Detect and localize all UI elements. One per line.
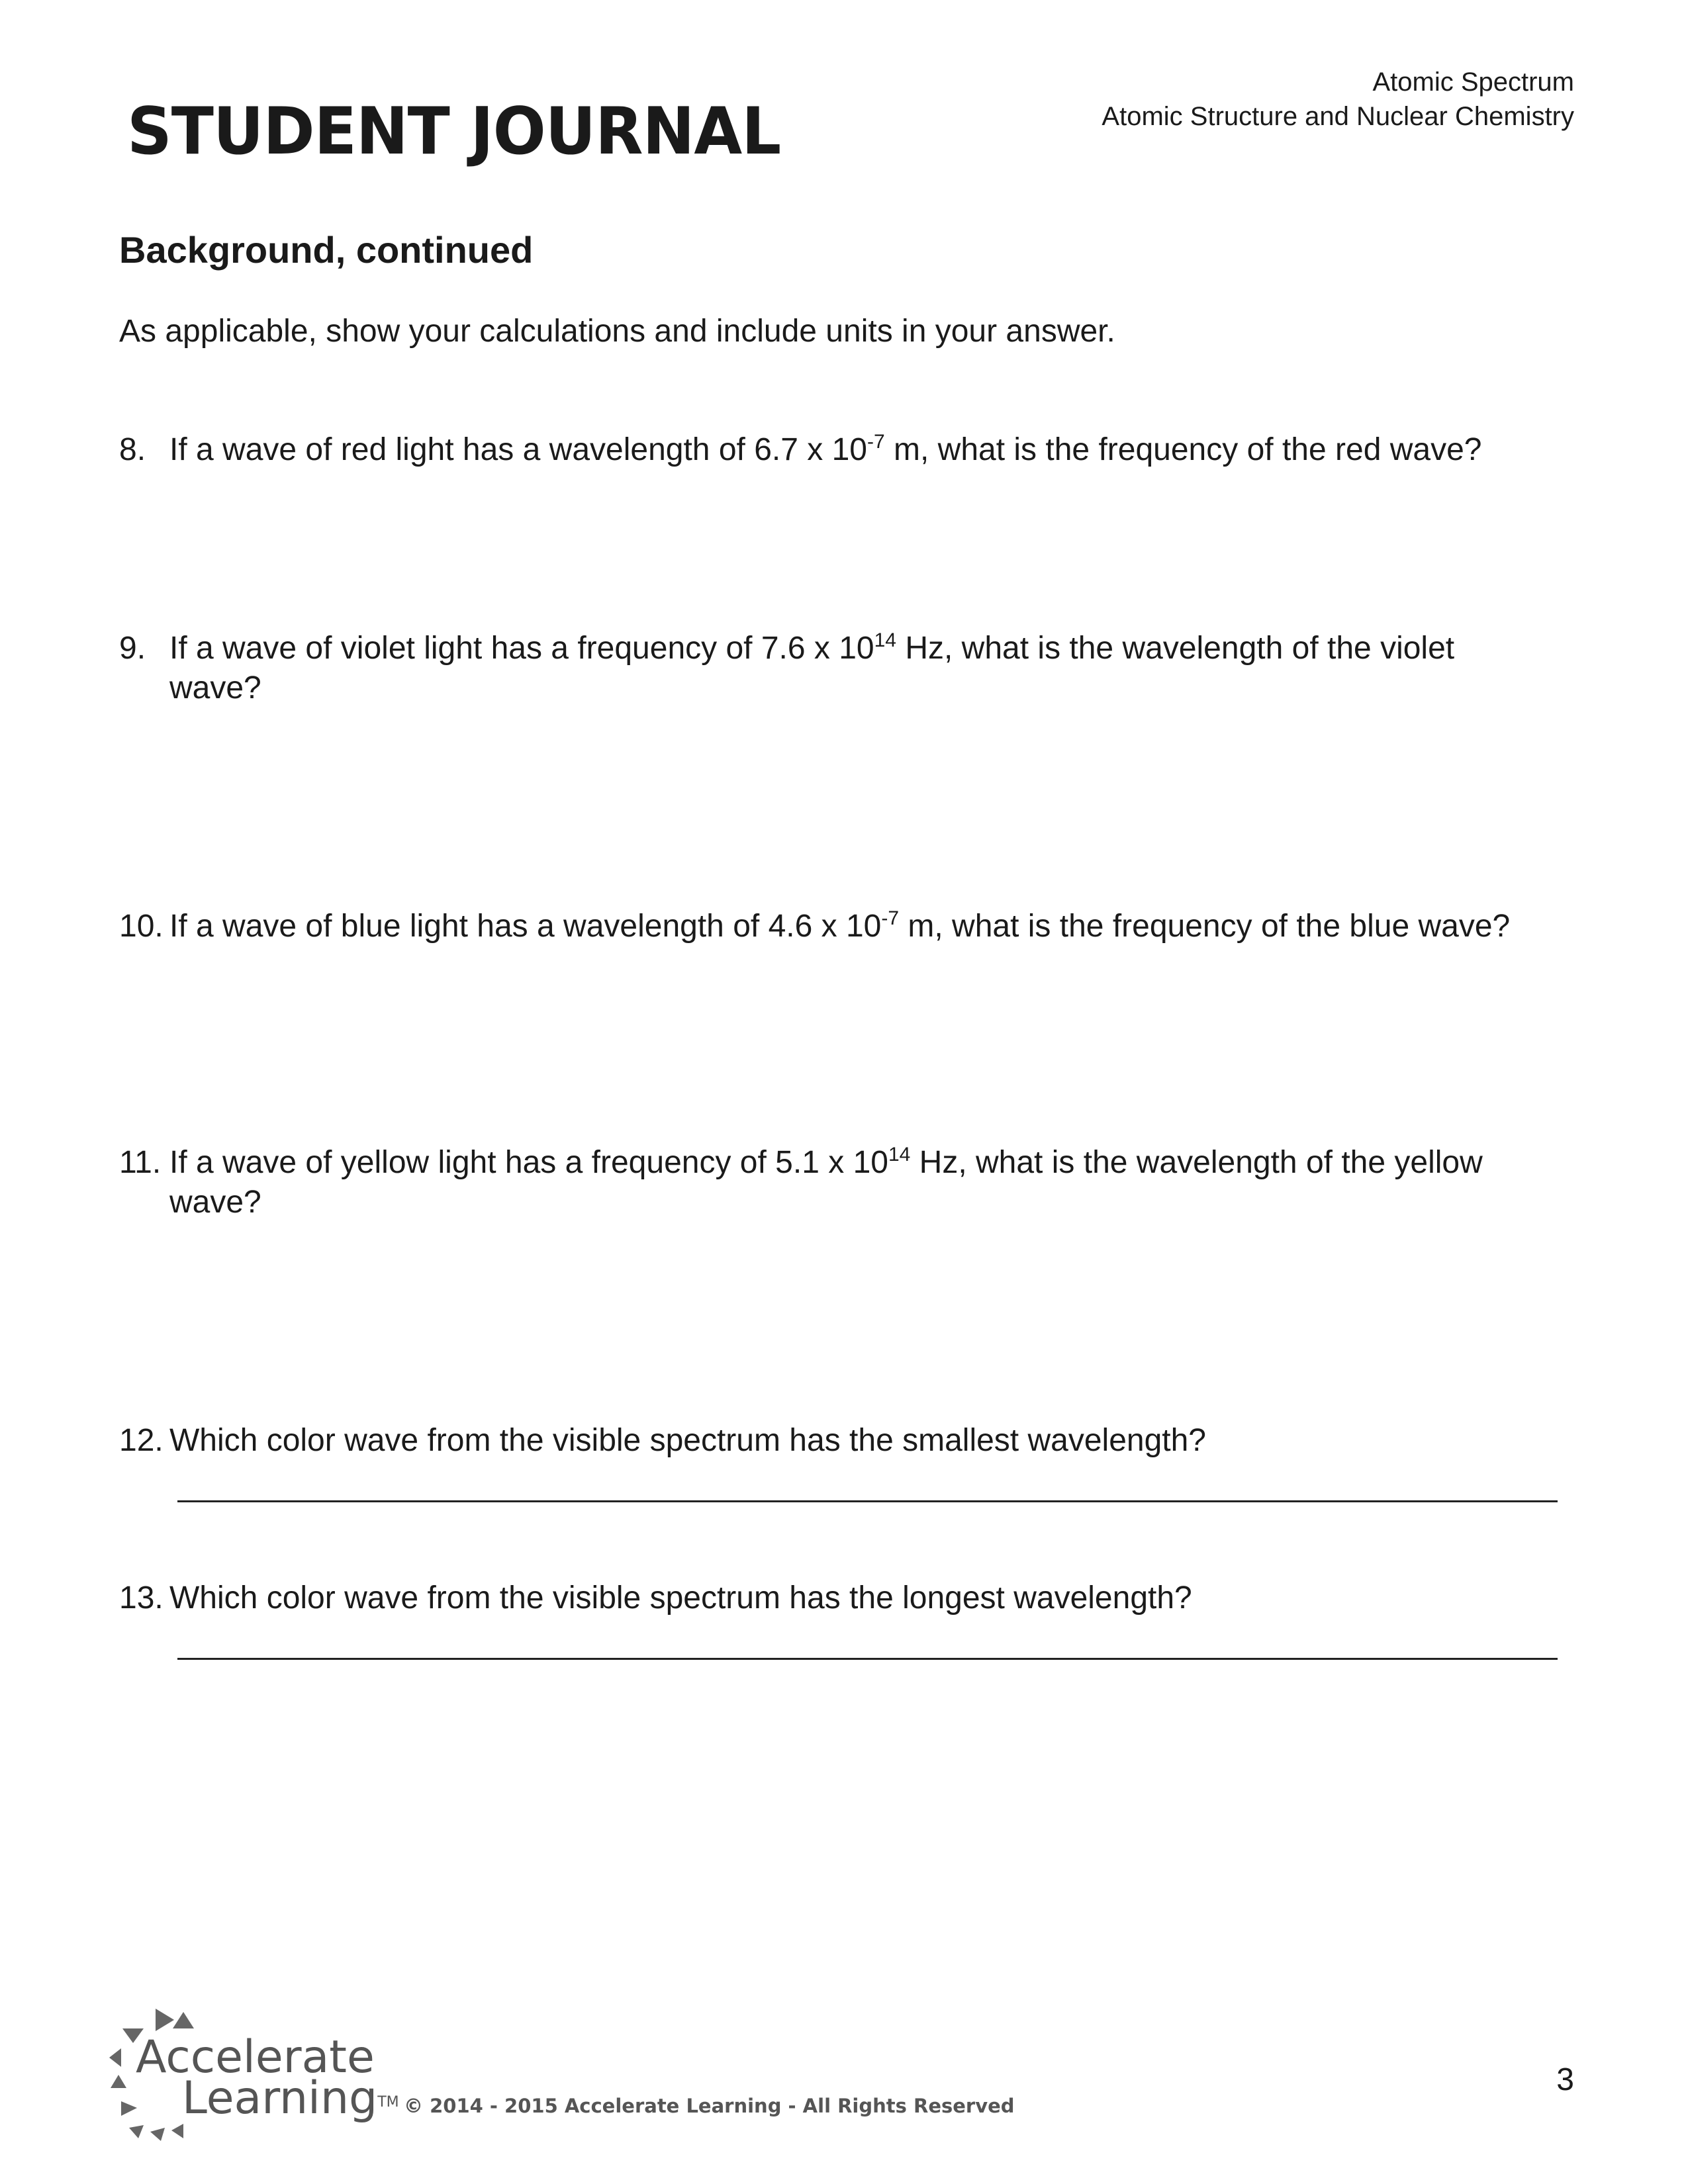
question-number: 10. [119,909,164,944]
logo-line-2: LearningTM [182,2072,399,2124]
logo-line-1: Accelerate [136,2031,375,2083]
question-text: If a wave of yellow light has a frequency of 5.1 x $10^{14}$ Hz, what is the wavelength of the yellow wave? [169,1144,1483,1220]
question-text: Which color wave from the visible spectrum has the longest wavelength? [169,1580,1192,1615]
question-number: 12. [119,1423,164,1458]
answer-line-13[interactable] [177,1658,1558,1660]
question-text: Which color wave from the visible spectrum has the smallest wavelength? [169,1423,1206,1458]
journal-title: STUDENT JOURNAL [127,94,781,169]
question-13 [119,1578,1595,1618]
answer-line-12[interactable] [177,1500,1558,1502]
question-12 [119,1421,1595,1461]
question-number: 13. [119,1580,164,1615]
question-11 [119,1143,1529,1222]
section-title: Background, continued [119,229,534,271]
question-number: 9. [119,631,146,666]
topic-label: Atomic Spectrum [1372,68,1574,97]
logo-wordmark [136,2031,399,2124]
header-info [1102,65,1574,134]
question-8 [119,430,1595,470]
unit-label: Atomic Structure and Nuclear Chemistry [1102,102,1574,131]
page-number: 3 [1556,2062,1574,2097]
question-10 [119,907,1642,946]
question-number: 11. [119,1145,162,1180]
question-number: 8. [119,432,146,467]
trademark-mark: TM [377,2094,399,2111]
question-text: If a wave of blue light has a wavelength of 4.6 x $10^{-7}$ m, what is the frequency of the blue wave? [169,907,1511,944]
instructions: As applicable, show your calculations and include units in your answer. [119,314,1115,349]
copyright: © 2014 - 2015 Accelerate Learning - All Rights Reserved [404,2095,1015,2117]
question-text: If a wave of violet light has a frequency of 7.6 x $10^{14}$ Hz, what is the wavelength of the violet wave? [169,629,1455,705]
question-text: If a wave of red light has a wavelength of 6.7 x $10^{-7}$ m, what is the frequency of the red wave? [169,431,1482,467]
question-9 [119,629,1523,708]
